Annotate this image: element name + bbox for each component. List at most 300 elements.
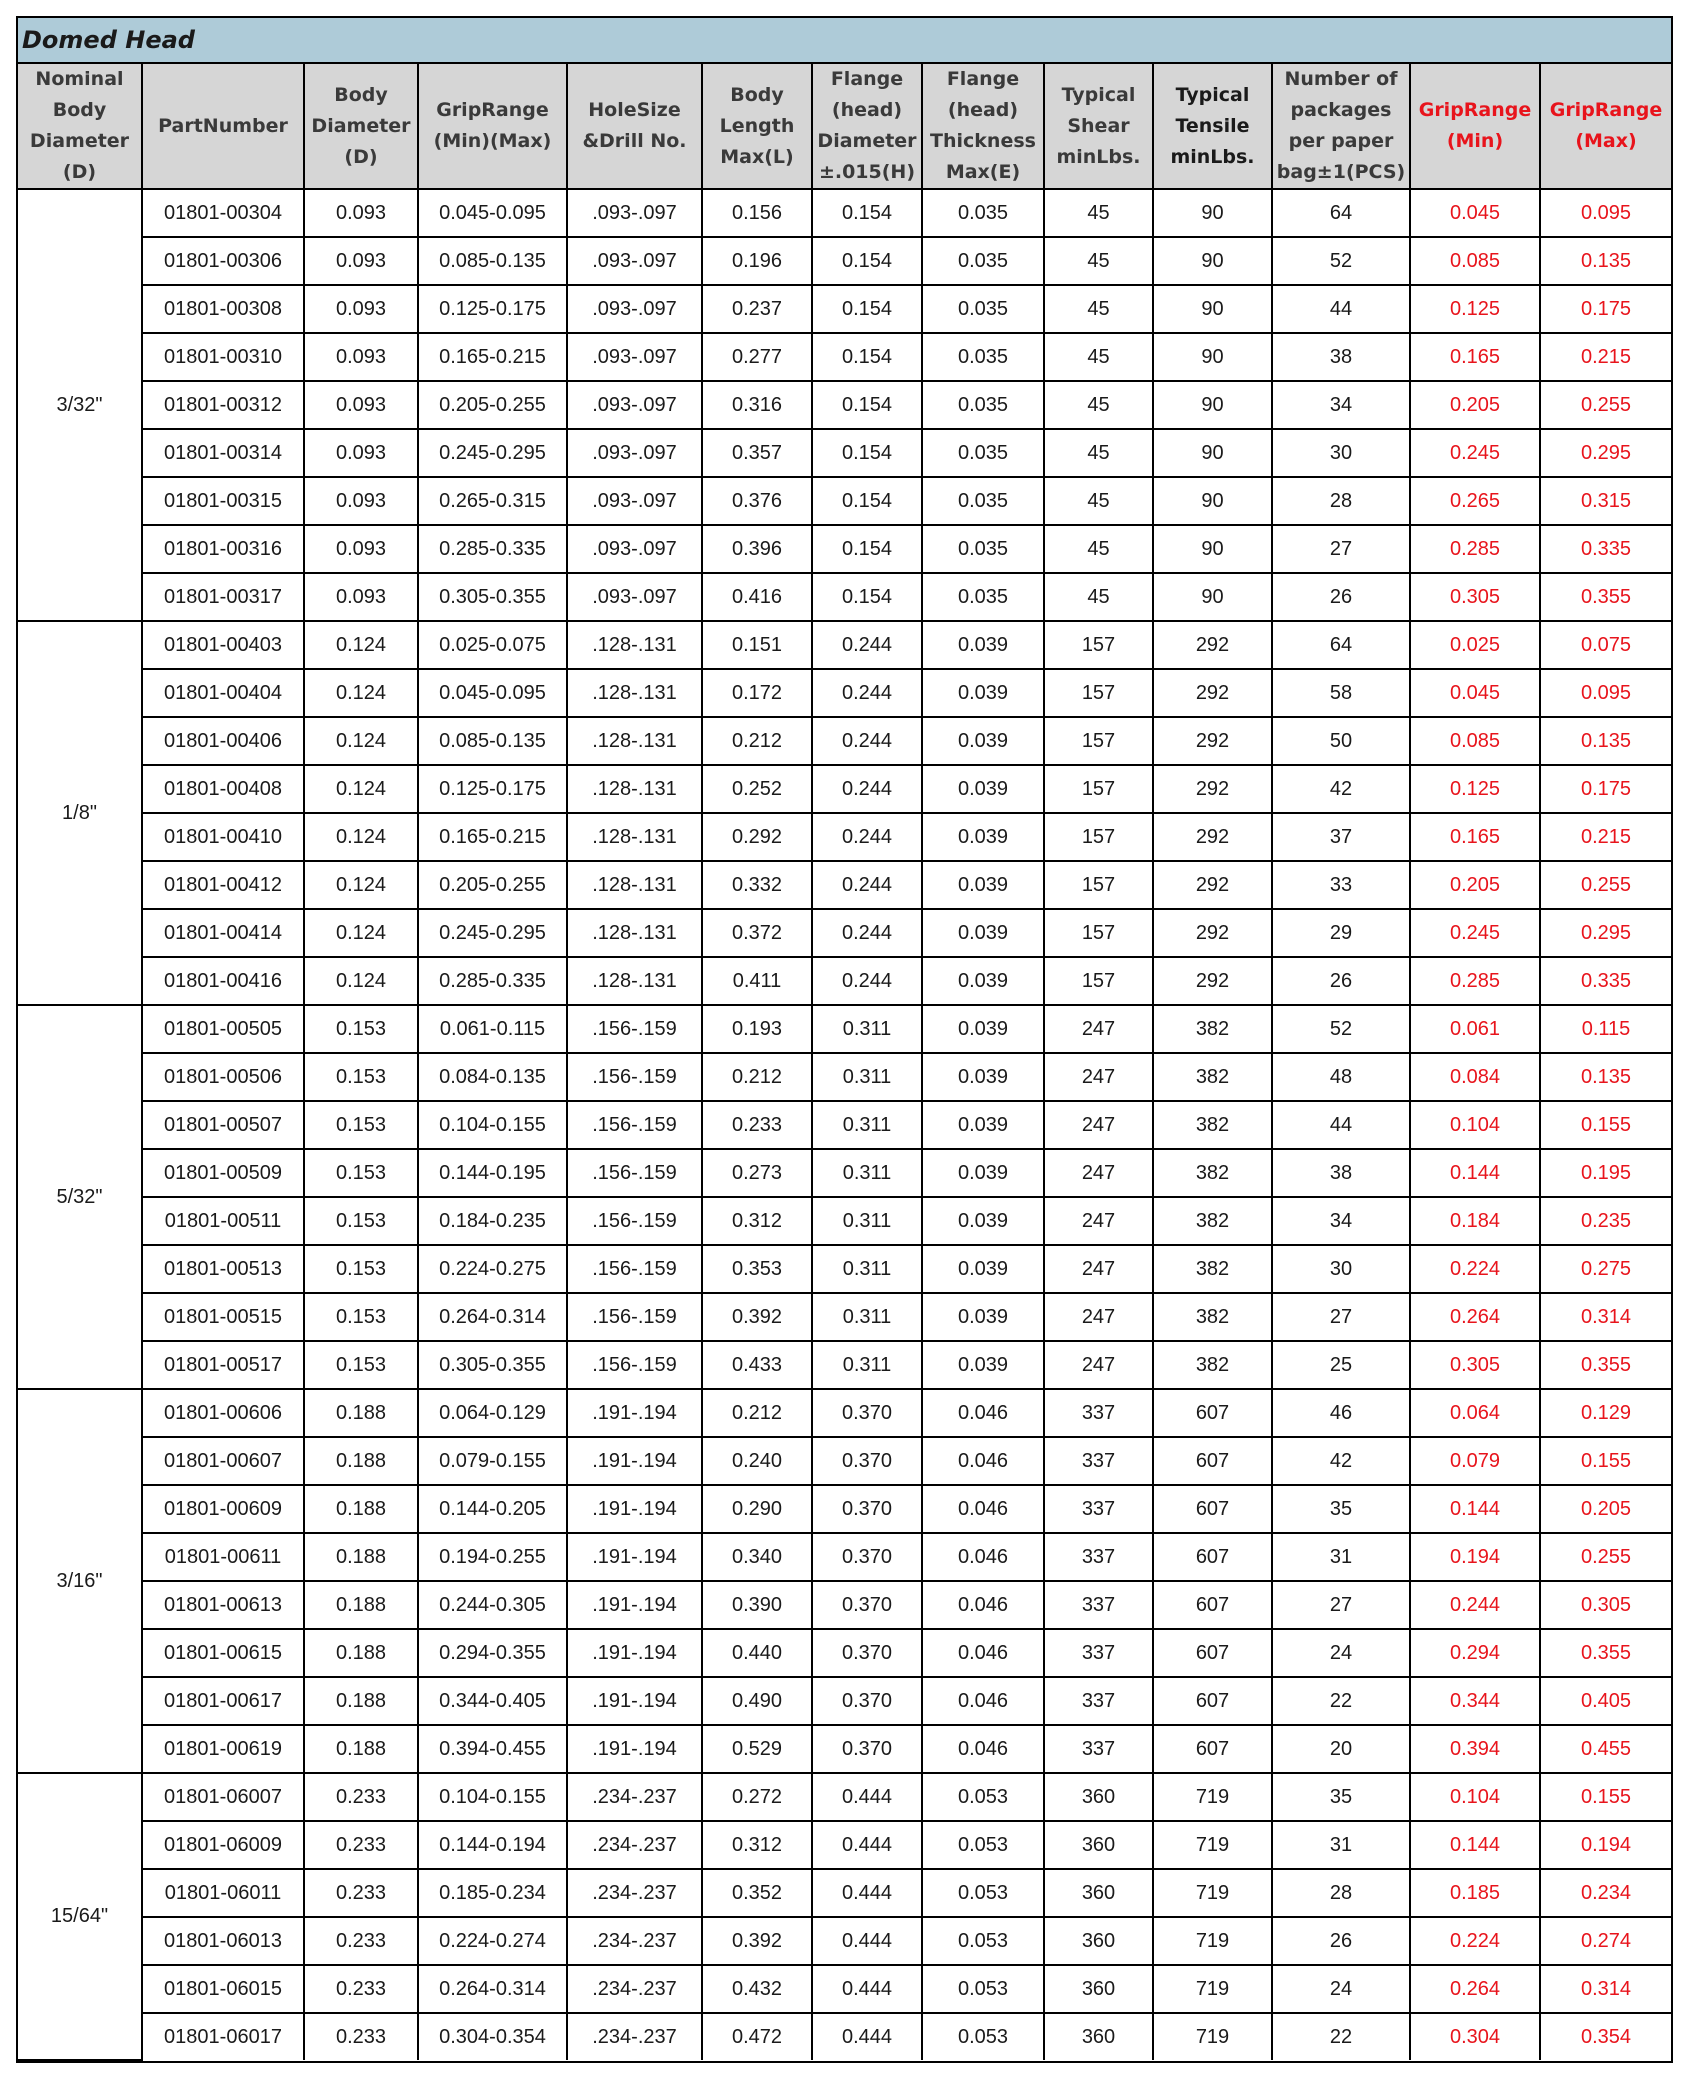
part-number-cell: 01801-00404	[142, 669, 304, 717]
header-line: Body	[730, 83, 784, 106]
flange-diameter-cell: 0.154	[812, 285, 922, 333]
packages-per-bag-cell: 38	[1272, 1149, 1410, 1197]
col-header-grip-range	[418, 64, 567, 189]
flange-diameter-cell: 0.311	[812, 1101, 922, 1149]
grip-range-cell: 0.165-0.215	[418, 813, 567, 861]
flange-diameter-cell: 0.244	[812, 669, 922, 717]
header-line: (head)	[831, 99, 903, 121]
part-number-cell: 01801-00606	[142, 1389, 304, 1437]
grip-range-cell: 0.079-0.155	[418, 1437, 567, 1485]
hole-size-cell: .234-.237	[567, 1965, 702, 2013]
flange-diameter-cell: 0.244	[812, 861, 922, 909]
grip-max-cell: 0.405	[1540, 1677, 1671, 1725]
flange-thickness-cell: 0.039	[922, 957, 1044, 1005]
table-row	[18, 2013, 1671, 2060]
packages-per-bag-cell: 27	[1272, 525, 1410, 573]
body-diameter-cell: 0.093	[304, 381, 418, 429]
body-diameter-cell: 0.153	[304, 1245, 418, 1293]
grip-range-cell: 0.285-0.335	[418, 957, 567, 1005]
packages-per-bag-cell: 33	[1272, 861, 1410, 909]
typical-tensile-cell: 719	[1153, 1917, 1272, 1965]
typical-tensile-cell: 382	[1153, 1197, 1272, 1245]
typical-shear-cell: 157	[1044, 909, 1153, 957]
grip-min-cell: 0.224	[1410, 1917, 1540, 1965]
body-length-cell: 0.332	[702, 861, 812, 909]
flange-thickness-cell: 0.039	[922, 1053, 1044, 1101]
table-row	[18, 429, 1671, 477]
typical-shear-cell: 247	[1044, 1293, 1153, 1341]
grip-range-cell: 0.294-0.355	[418, 1629, 567, 1677]
body-length-cell: 0.411	[702, 957, 812, 1005]
grip-min-cell: 0.079	[1410, 1437, 1540, 1485]
flange-diameter-cell: 0.370	[812, 1485, 922, 1533]
part-number-cell: 01801-00306	[142, 237, 304, 285]
body-length-cell: 0.272	[702, 1773, 812, 1821]
flange-thickness-cell: 0.053	[922, 2013, 1044, 2060]
table-row	[18, 1821, 1671, 1869]
header-line: Max(E)	[945, 161, 1021, 183]
typical-shear-cell: 45	[1044, 525, 1153, 573]
body-length-cell: 0.433	[702, 1341, 812, 1389]
header-line: bag±1(PCS)	[1276, 161, 1406, 183]
header-line: Body	[52, 99, 107, 121]
flange-thickness-cell: 0.053	[922, 1773, 1044, 1821]
header-line: Tensile	[1175, 114, 1250, 137]
typical-tensile-cell: 382	[1153, 1293, 1272, 1341]
body-diameter-cell: 0.188	[304, 1677, 418, 1725]
flange-diameter-cell: 0.444	[812, 1821, 922, 1869]
flange-diameter-cell: 0.311	[812, 1293, 922, 1341]
body-length-cell: 0.312	[702, 1821, 812, 1869]
grip-range-cell: 0.245-0.295	[418, 909, 567, 957]
part-number-cell: 01801-00509	[142, 1149, 304, 1197]
col-header-grip-range-max	[1540, 64, 1671, 189]
flange-diameter-cell: 0.154	[812, 525, 922, 573]
typical-tensile-cell: 292	[1153, 813, 1272, 861]
table-row	[18, 1485, 1671, 1533]
body-diameter-cell: 0.124	[304, 957, 418, 1005]
header-line: Diameter	[817, 130, 917, 152]
hole-size-cell: .128-.131	[567, 957, 702, 1005]
header-line: Number of	[1284, 68, 1398, 90]
typical-shear-cell: 157	[1044, 765, 1153, 813]
grip-min-cell: 0.084	[1410, 1053, 1540, 1101]
typical-shear-cell: 247	[1044, 1005, 1153, 1053]
header-line: Diameter	[29, 130, 130, 152]
hole-size-cell: .191-.194	[567, 1629, 702, 1677]
typical-tensile-cell: 292	[1153, 861, 1272, 909]
grip-max-cell: 0.315	[1540, 477, 1671, 525]
header-line: (head)	[947, 99, 1019, 121]
body-length-cell: 0.240	[702, 1437, 812, 1485]
hole-size-cell: .234-.237	[567, 1821, 702, 1869]
grip-range-cell: 0.245-0.295	[418, 429, 567, 477]
table-row	[18, 909, 1671, 957]
table-row	[18, 189, 1671, 237]
flange-diameter-cell: 0.311	[812, 1005, 922, 1053]
grip-min-cell: 0.285	[1410, 957, 1540, 1005]
packages-per-bag-cell: 46	[1272, 1389, 1410, 1437]
flange-diameter-cell: 0.370	[812, 1389, 922, 1437]
grip-max-cell: 0.095	[1540, 189, 1671, 237]
part-number-cell: 01801-00507	[142, 1101, 304, 1149]
hole-size-cell: .191-.194	[567, 1725, 702, 1773]
flange-diameter-cell: 0.154	[812, 333, 922, 381]
table-row	[18, 1437, 1671, 1485]
body-length-cell: 0.440	[702, 1629, 812, 1677]
hole-size-cell: .234-.237	[567, 1869, 702, 1917]
typical-tensile-cell: 607	[1153, 1629, 1272, 1677]
part-number-cell: 01801-00613	[142, 1581, 304, 1629]
hole-size-cell: .191-.194	[567, 1533, 702, 1581]
part-number-cell: 01801-00408	[142, 765, 304, 813]
hole-size-cell: .156-.159	[567, 1101, 702, 1149]
body-length-cell: 0.277	[702, 333, 812, 381]
body-diameter-cell: 0.233	[304, 1917, 418, 1965]
typical-shear-cell: 157	[1044, 957, 1153, 1005]
flange-diameter-cell: 0.244	[812, 909, 922, 957]
flange-thickness-cell: 0.035	[922, 285, 1044, 333]
header-line: PartNumber	[158, 114, 288, 137]
typical-shear-cell: 247	[1044, 1245, 1153, 1293]
typical-tensile-cell: 719	[1153, 1965, 1272, 2013]
flange-diameter-cell: 0.444	[812, 2013, 922, 2060]
grip-range-cell: 0.104-0.155	[418, 1101, 567, 1149]
table-row	[18, 381, 1671, 429]
table-row	[18, 669, 1671, 717]
packages-per-bag-cell: 34	[1272, 381, 1410, 429]
packages-per-bag-cell: 26	[1272, 957, 1410, 1005]
grip-max-cell: 0.235	[1540, 1197, 1671, 1245]
body-length-cell: 0.396	[702, 525, 812, 573]
grip-min-cell: 0.144	[1410, 1149, 1540, 1197]
table-row	[18, 813, 1671, 861]
hole-size-cell: .093-.097	[567, 477, 702, 525]
typical-shear-cell: 337	[1044, 1533, 1153, 1581]
table-row	[18, 1581, 1671, 1629]
flange-thickness-cell: 0.046	[922, 1581, 1044, 1629]
body-length-cell: 0.472	[702, 2013, 812, 2060]
packages-per-bag-cell: 29	[1272, 909, 1410, 957]
grip-range-cell: 0.144-0.194	[418, 1821, 567, 1869]
table-row	[18, 1245, 1671, 1293]
grip-range-cell: 0.125-0.175	[418, 765, 567, 813]
part-number-cell: 01801-00513	[142, 1245, 304, 1293]
grip-max-cell: 0.155	[1540, 1773, 1671, 1821]
typical-shear-cell: 337	[1044, 1437, 1153, 1485]
flange-diameter-cell: 0.154	[812, 381, 922, 429]
typical-shear-cell: 360	[1044, 1917, 1153, 1965]
body-length-cell: 0.529	[702, 1725, 812, 1773]
grip-max-cell: 0.215	[1540, 333, 1671, 381]
body-diameter-cell: 0.153	[304, 1293, 418, 1341]
grip-range-cell: 0.085-0.135	[418, 717, 567, 765]
flange-thickness-cell: 0.039	[922, 765, 1044, 813]
typical-tensile-cell: 607	[1153, 1533, 1272, 1581]
part-number-cell: 01801-00406	[142, 717, 304, 765]
typical-shear-cell: 337	[1044, 1629, 1153, 1677]
table-row	[18, 1293, 1671, 1341]
grip-range-cell: 0.194-0.255	[418, 1533, 567, 1581]
table-row	[18, 1005, 1671, 1053]
body-diameter-cell: 0.188	[304, 1533, 418, 1581]
grip-min-cell: 0.194	[1410, 1533, 1540, 1581]
body-diameter-cell: 0.093	[304, 189, 418, 237]
table-row	[18, 861, 1671, 909]
typical-tensile-cell: 90	[1153, 573, 1272, 621]
hole-size-cell: .156-.159	[567, 1245, 702, 1293]
typical-shear-cell: 157	[1044, 669, 1153, 717]
grip-min-cell: 0.264	[1410, 1293, 1540, 1341]
flange-thickness-cell: 0.053	[922, 1917, 1044, 1965]
hole-size-cell: .128-.131	[567, 669, 702, 717]
flange-diameter-cell: 0.154	[812, 573, 922, 621]
packages-per-bag-cell: 64	[1272, 621, 1410, 669]
body-diameter-cell: 0.233	[304, 1869, 418, 1917]
hole-size-cell: .191-.194	[567, 1581, 702, 1629]
body-length-cell: 0.416	[702, 573, 812, 621]
part-number-cell: 01801-00308	[142, 285, 304, 333]
grip-min-cell: 0.285	[1410, 525, 1540, 573]
flange-diameter-cell: 0.444	[812, 1869, 922, 1917]
grip-range-cell: 0.061-0.115	[418, 1005, 567, 1053]
grip-min-cell: 0.064	[1410, 1389, 1540, 1437]
col-header-packages-per-bag	[1272, 64, 1410, 189]
hole-size-cell: .093-.097	[567, 333, 702, 381]
body-length-cell: 0.212	[702, 1389, 812, 1437]
packages-per-bag-cell: 64	[1272, 189, 1410, 237]
header-line: Body	[334, 83, 388, 106]
typical-tensile-cell: 382	[1153, 1245, 1272, 1293]
body-diameter-cell: 0.153	[304, 1005, 418, 1053]
grip-range-cell: 0.125-0.175	[418, 285, 567, 333]
hole-size-cell: .128-.131	[567, 717, 702, 765]
col-header-flange-thickness	[922, 64, 1044, 189]
flange-thickness-cell: 0.039	[922, 1341, 1044, 1389]
packages-per-bag-cell: 22	[1272, 2013, 1410, 2060]
grip-range-cell: 0.394-0.455	[418, 1725, 567, 1773]
table-row	[18, 525, 1671, 573]
packages-per-bag-cell: 48	[1272, 1053, 1410, 1101]
grip-max-cell: 0.135	[1540, 1053, 1671, 1101]
typical-shear-cell: 157	[1044, 717, 1153, 765]
typical-shear-cell: 360	[1044, 1821, 1153, 1869]
body-diameter-cell: 0.093	[304, 429, 418, 477]
body-length-cell: 0.290	[702, 1485, 812, 1533]
flange-diameter-cell: 0.154	[812, 477, 922, 525]
packages-per-bag-cell: 34	[1272, 1197, 1410, 1245]
packages-per-bag-cell: 28	[1272, 1869, 1410, 1917]
typical-tensile-cell: 607	[1153, 1677, 1272, 1725]
flange-diameter-cell: 0.311	[812, 1149, 922, 1197]
table-row	[18, 1917, 1671, 1965]
body-diameter-cell: 0.153	[304, 1149, 418, 1197]
grip-min-cell: 0.245	[1410, 909, 1540, 957]
header-line: Max(L)	[720, 145, 794, 168]
typical-shear-cell: 45	[1044, 573, 1153, 621]
part-number-cell: 01801-00611	[142, 1533, 304, 1581]
packages-per-bag-cell: 27	[1272, 1581, 1410, 1629]
grip-max-cell: 0.455	[1540, 1725, 1671, 1773]
typical-tensile-cell: 292	[1153, 621, 1272, 669]
typical-shear-cell: 360	[1044, 1869, 1153, 1917]
body-diameter-cell: 0.233	[304, 1773, 418, 1821]
part-number-cell: 01801-00312	[142, 381, 304, 429]
body-length-cell: 0.392	[702, 1293, 812, 1341]
header-line: minLbs.	[1170, 145, 1255, 168]
typical-tensile-cell: 607	[1153, 1485, 1272, 1533]
typical-tensile-cell: 607	[1153, 1389, 1272, 1437]
table-row	[18, 573, 1671, 621]
col-header-grip-range-min	[1410, 64, 1540, 189]
grip-max-cell: 0.095	[1540, 669, 1671, 717]
flange-diameter-cell: 0.370	[812, 1629, 922, 1677]
flange-diameter-cell: 0.444	[812, 1965, 922, 2013]
typical-shear-cell: 157	[1044, 813, 1153, 861]
part-number-cell: 01801-00315	[142, 477, 304, 525]
flange-thickness-cell: 0.046	[922, 1437, 1044, 1485]
hole-size-cell: .191-.194	[567, 1437, 702, 1485]
flange-diameter-cell: 0.244	[812, 957, 922, 1005]
typical-tensile-cell: 292	[1153, 957, 1272, 1005]
typical-tensile-cell: 90	[1153, 189, 1272, 237]
typical-tensile-cell: 292	[1153, 909, 1272, 957]
hole-size-cell: .234-.237	[567, 1917, 702, 1965]
grip-min-cell: 0.144	[1410, 1821, 1540, 1869]
typical-tensile-cell: 90	[1153, 285, 1272, 333]
grip-range-cell: 0.045-0.095	[418, 669, 567, 717]
table-title: Domed Head	[18, 18, 1671, 64]
grip-max-cell: 0.129	[1540, 1389, 1671, 1437]
grip-range-cell: 0.144-0.195	[418, 1149, 567, 1197]
body-length-cell: 0.237	[702, 285, 812, 333]
grip-range-cell: 0.285-0.335	[418, 525, 567, 573]
grip-min-cell: 0.061	[1410, 1005, 1540, 1053]
grip-min-cell: 0.394	[1410, 1725, 1540, 1773]
packages-per-bag-cell: 52	[1272, 237, 1410, 285]
col-header-typical-tensile	[1153, 64, 1272, 189]
typical-tensile-cell: 90	[1153, 525, 1272, 573]
grip-max-cell: 0.255	[1540, 1533, 1671, 1581]
flange-thickness-cell: 0.046	[922, 1629, 1044, 1677]
grip-min-cell: 0.305	[1410, 573, 1540, 621]
rivet-spec-table	[18, 64, 1671, 2061]
part-number-cell: 01801-00416	[142, 957, 304, 1005]
body-length-cell: 0.372	[702, 909, 812, 957]
header-line: GripRange	[1418, 99, 1532, 121]
grip-min-cell: 0.205	[1410, 861, 1540, 909]
grip-range-cell: 0.264-0.314	[418, 1293, 567, 1341]
header-line: &Drill No.	[582, 130, 687, 152]
grip-max-cell: 0.195	[1540, 1149, 1671, 1197]
grip-min-cell: 0.294	[1410, 1629, 1540, 1677]
table-row	[18, 621, 1671, 669]
grip-min-cell: 0.305	[1410, 1341, 1540, 1389]
body-diameter-cell: 0.153	[304, 1053, 418, 1101]
body-length-cell: 0.252	[702, 765, 812, 813]
packages-per-bag-cell: 24	[1272, 1965, 1410, 2013]
typical-shear-cell: 337	[1044, 1485, 1153, 1533]
grip-min-cell: 0.025	[1410, 621, 1540, 669]
body-diameter-cell: 0.093	[304, 285, 418, 333]
body-length-cell: 0.151	[702, 621, 812, 669]
part-number-cell: 01801-00304	[142, 189, 304, 237]
header-line: minLbs.	[1056, 145, 1141, 168]
table-row	[18, 1149, 1671, 1197]
body-diameter-cell: 0.124	[304, 621, 418, 669]
table-row	[18, 1725, 1671, 1773]
grip-max-cell: 0.355	[1540, 1341, 1671, 1389]
hole-size-cell: .128-.131	[567, 909, 702, 957]
flange-thickness-cell: 0.039	[922, 1245, 1044, 1293]
grip-max-cell: 0.135	[1540, 717, 1671, 765]
flange-thickness-cell: 0.053	[922, 1869, 1044, 1917]
header-line: Shear	[1067, 114, 1130, 137]
grip-max-cell: 0.295	[1540, 429, 1671, 477]
header-line: Flange	[946, 68, 1020, 90]
typical-shear-cell: 337	[1044, 1725, 1153, 1773]
body-length-cell: 0.312	[702, 1197, 812, 1245]
typical-tensile-cell: 90	[1153, 477, 1272, 525]
typical-shear-cell: 247	[1044, 1149, 1153, 1197]
part-number-cell: 01801-00619	[142, 1725, 304, 1773]
packages-per-bag-cell: 52	[1272, 1005, 1410, 1053]
grip-min-cell: 0.045	[1410, 669, 1540, 717]
body-length-cell: 0.316	[702, 381, 812, 429]
table-body	[18, 189, 1671, 2060]
flange-thickness-cell: 0.035	[922, 381, 1044, 429]
grip-range-cell: 0.205-0.255	[418, 381, 567, 429]
packages-per-bag-cell: 25	[1272, 1341, 1410, 1389]
part-number-cell: 01801-06011	[142, 1869, 304, 1917]
header-line: Typical	[1061, 83, 1136, 106]
nominal-diameter-cell: 5/32"	[18, 1005, 142, 1389]
grip-max-cell: 0.255	[1540, 861, 1671, 909]
flange-diameter-cell: 0.154	[812, 237, 922, 285]
typical-tensile-cell: 382	[1153, 1005, 1272, 1053]
typical-shear-cell: 45	[1044, 285, 1153, 333]
body-length-cell: 0.273	[702, 1149, 812, 1197]
flange-thickness-cell: 0.039	[922, 669, 1044, 717]
body-length-cell: 0.212	[702, 717, 812, 765]
flange-diameter-cell: 0.370	[812, 1437, 922, 1485]
flange-thickness-cell: 0.053	[922, 1821, 1044, 1869]
header-line: Nominal	[35, 68, 124, 90]
typical-tensile-cell: 292	[1153, 765, 1272, 813]
typical-shear-cell: 360	[1044, 1773, 1153, 1821]
body-diameter-cell: 0.093	[304, 477, 418, 525]
flange-thickness-cell: 0.046	[922, 1533, 1044, 1581]
flange-thickness-cell: 0.039	[922, 813, 1044, 861]
typical-tensile-cell: 382	[1153, 1341, 1272, 1389]
body-diameter-cell: 0.188	[304, 1437, 418, 1485]
grip-max-cell: 0.335	[1540, 525, 1671, 573]
grip-range-cell: 0.045-0.095	[418, 189, 567, 237]
grip-range-cell: 0.304-0.354	[418, 2013, 567, 2060]
grip-min-cell: 0.165	[1410, 813, 1540, 861]
typical-tensile-cell: 382	[1153, 1053, 1272, 1101]
nominal-diameter-cell: 1/8"	[18, 621, 142, 1005]
header-line: packages	[1290, 99, 1392, 121]
hole-size-cell: .191-.194	[567, 1485, 702, 1533]
grip-min-cell: 0.245	[1410, 429, 1540, 477]
hole-size-cell: .191-.194	[567, 1677, 702, 1725]
body-diameter-cell: 0.124	[304, 765, 418, 813]
packages-per-bag-cell: 26	[1272, 1917, 1410, 1965]
hole-size-cell: .156-.159	[567, 1149, 702, 1197]
col-header-body-diameter	[304, 64, 418, 189]
typical-shear-cell: 337	[1044, 1581, 1153, 1629]
